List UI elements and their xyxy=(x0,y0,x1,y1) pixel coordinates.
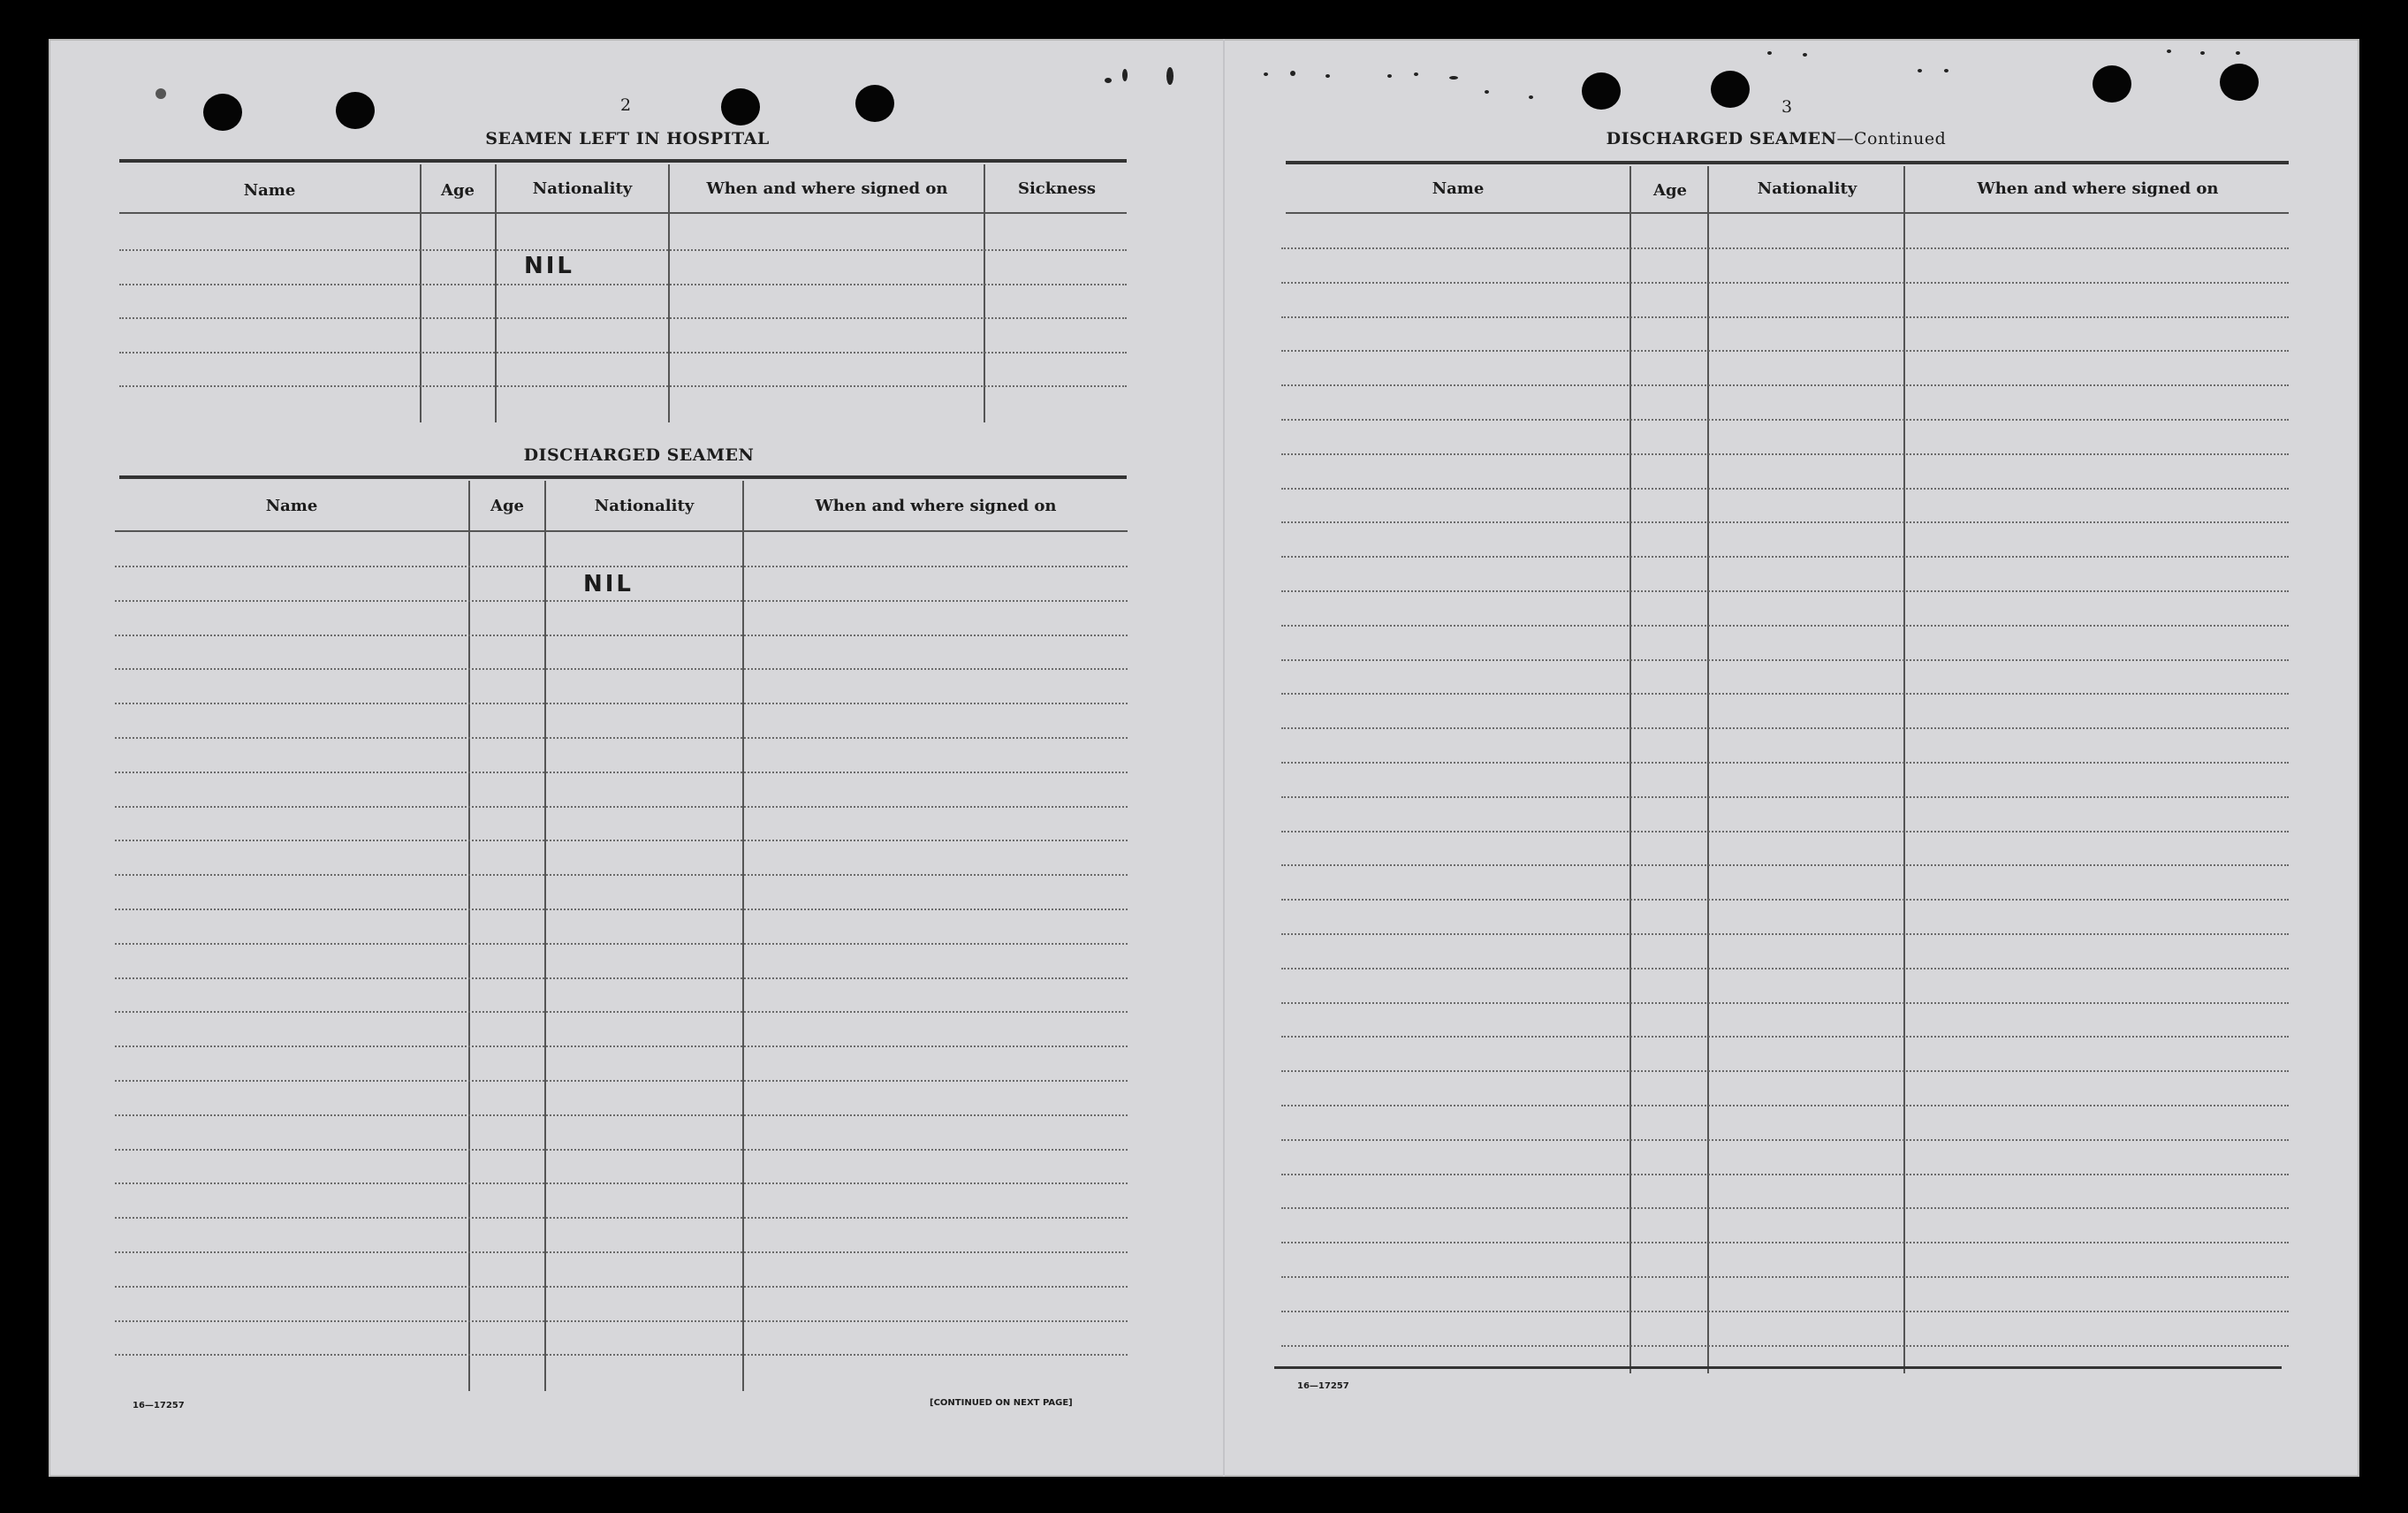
page-number-right: 3 xyxy=(1781,97,1793,117)
document-sheet xyxy=(49,39,2359,1477)
hospital-row-line xyxy=(119,249,1127,251)
scan-speck xyxy=(1166,67,1174,85)
discharged-col-divider xyxy=(742,481,744,1391)
discharged-row-line xyxy=(115,977,1128,979)
discharged-table-header-rule xyxy=(115,530,1128,532)
form-number-right: 16—17257 xyxy=(1297,1381,1349,1391)
hospital-section-title: SEAMEN LEFT IN HOSPITAL xyxy=(485,129,770,148)
continued-col-nationality: Nationality xyxy=(1757,179,1857,198)
scan-speck xyxy=(1529,95,1533,99)
continued-row-line xyxy=(1281,659,2289,661)
continued-row-line xyxy=(1281,693,2289,695)
hospital-col-divider xyxy=(420,164,422,422)
hospital-col-age: Age xyxy=(440,181,475,200)
discharged-col-name: Name xyxy=(265,497,318,515)
scan-speck xyxy=(2167,49,2171,53)
continued-row-line xyxy=(1281,762,2289,764)
scan-speck xyxy=(1449,76,1458,80)
scan-speck xyxy=(1414,72,1418,76)
continued-row-line xyxy=(1281,625,2289,627)
discharged-row-line xyxy=(115,737,1128,739)
continued-row-line xyxy=(1281,453,2289,455)
continued-row-line xyxy=(1281,1036,2289,1038)
discharged-continued-title xyxy=(1573,129,1979,148)
scan-speck xyxy=(1767,51,1772,55)
continued-row-line xyxy=(1281,727,2289,729)
continued-table-header-rule xyxy=(1286,212,2289,214)
continued-row-line xyxy=(1281,521,2289,523)
discharged-section-title: DISCHARGED SEAMEN xyxy=(523,445,755,465)
page-fold xyxy=(1223,39,1225,1477)
continued-row-line xyxy=(1281,1207,2289,1209)
discharged-row-line xyxy=(115,1045,1128,1047)
hospital-table-header-rule xyxy=(119,212,1127,214)
discharged-col-nationality: Nationality xyxy=(594,497,695,515)
continued-col-name: Name xyxy=(1432,179,1485,198)
discharged-row-line xyxy=(115,840,1128,841)
discharged-row-line xyxy=(115,635,1128,636)
hospital-col-nationality: Nationality xyxy=(532,179,633,198)
scan-speck xyxy=(1944,69,1948,72)
continued-row-line xyxy=(1281,1242,2289,1243)
scan-speck xyxy=(1387,74,1392,78)
continued-col-age: Age xyxy=(1652,181,1687,200)
scan-speck xyxy=(156,88,166,99)
discharged-row-line xyxy=(115,1080,1128,1082)
discharged-row-line xyxy=(115,1114,1128,1116)
discharged-col-age: Age xyxy=(490,497,524,515)
scan-speck xyxy=(1918,69,1922,72)
continued-row-line xyxy=(1281,1105,2289,1106)
punch-hole xyxy=(2093,65,2131,103)
continued-row-line xyxy=(1281,1070,2289,1072)
discharged-row-line xyxy=(115,772,1128,773)
continued-col-divider xyxy=(1707,166,1709,1373)
scan-speck xyxy=(1326,74,1330,78)
discharged-row-line xyxy=(115,1217,1128,1219)
discharged-row-line xyxy=(115,566,1128,567)
discharged-row-line xyxy=(115,1011,1128,1013)
continued-row-line xyxy=(1281,247,2289,249)
discharged-row-line xyxy=(115,874,1128,876)
discharged-row-line xyxy=(115,1251,1128,1253)
punch-hole xyxy=(336,92,375,129)
discharged-row-line xyxy=(115,600,1128,602)
continued-row-line xyxy=(1281,831,2289,833)
discharged-row-line xyxy=(115,806,1128,808)
hospital-col-name: Name xyxy=(243,181,296,200)
continued-row-line xyxy=(1281,590,2289,592)
continued-row-line xyxy=(1281,1276,2289,1278)
discharged-col-signed-on: When and where signed on xyxy=(815,497,1057,515)
continued-row-line xyxy=(1281,419,2289,421)
continued-row-line xyxy=(1281,282,2289,284)
hospital-table-top-rule xyxy=(119,159,1127,163)
discharged-row-line xyxy=(115,703,1128,704)
continued-table-top-rule xyxy=(1286,161,2289,164)
discharged-nil-entry: NIL xyxy=(583,571,634,597)
form-number-left: 16—17257 xyxy=(133,1401,185,1410)
discharged-continued-title-main: DISCHARGED SEAMEN xyxy=(1606,129,1837,148)
discharged-col-divider xyxy=(544,481,546,1391)
hospital-row-line xyxy=(119,385,1127,387)
continued-col-signed-on: When and where signed on xyxy=(1977,179,2219,198)
continued-row-line xyxy=(1281,899,2289,901)
scan-speck xyxy=(1290,71,1295,76)
scan-speck xyxy=(2236,51,2240,55)
punch-hole xyxy=(2220,64,2259,101)
continued-row-line xyxy=(1281,1139,2289,1141)
continued-row-line xyxy=(1281,968,2289,969)
continued-col-divider xyxy=(1903,166,1905,1373)
continued-note: [CONTINUED ON NEXT PAGE] xyxy=(930,1398,1073,1408)
continued-row-line xyxy=(1281,1002,2289,1004)
punch-hole xyxy=(203,94,242,131)
scan-speck xyxy=(1485,90,1489,94)
discharged-row-line xyxy=(115,909,1128,910)
hospital-col-divider xyxy=(668,164,670,422)
continued-row-line xyxy=(1281,796,2289,798)
continued-row-line xyxy=(1281,350,2289,352)
discharged-row-line xyxy=(115,1286,1128,1288)
continued-row-line xyxy=(1281,933,2289,935)
discharged-row-line xyxy=(115,1320,1128,1322)
continued-col-divider xyxy=(1629,166,1631,1373)
continued-table-bottom-rule xyxy=(1274,1366,2282,1369)
discharged-row-line xyxy=(115,943,1128,945)
page-number-left: 2 xyxy=(620,95,632,115)
punch-hole xyxy=(1711,71,1750,108)
hospital-col-sickness: Sickness xyxy=(1017,179,1097,198)
discharged-table-top-rule xyxy=(119,475,1127,479)
scan-speck xyxy=(1122,69,1128,81)
scan-speck xyxy=(2200,51,2205,55)
hospital-col-signed-on: When and where signed on xyxy=(706,179,948,198)
continued-row-line xyxy=(1281,1311,2289,1312)
discharged-row-line xyxy=(115,668,1128,670)
continued-row-line xyxy=(1281,488,2289,490)
punch-hole xyxy=(855,85,894,122)
discharged-row-line xyxy=(115,1182,1128,1184)
continued-row-line xyxy=(1281,316,2289,318)
discharged-row-line xyxy=(115,1149,1128,1151)
continued-row-line xyxy=(1281,1174,2289,1175)
hospital-row-line xyxy=(119,284,1127,285)
continued-row-line xyxy=(1281,1345,2289,1347)
scan-speck xyxy=(1105,78,1112,83)
discharged-continued-suffix: —Continued xyxy=(1836,129,1947,148)
continued-row-line xyxy=(1281,556,2289,558)
continued-row-line xyxy=(1281,384,2289,386)
hospital-nil-entry: NIL xyxy=(524,253,575,279)
scan-speck xyxy=(1264,72,1268,76)
hospital-row-line xyxy=(119,352,1127,354)
discharged-col-divider xyxy=(468,481,470,1391)
punch-hole xyxy=(721,88,760,125)
discharged-row-line xyxy=(115,1354,1128,1356)
hospital-col-divider xyxy=(495,164,497,422)
continued-row-line xyxy=(1281,864,2289,866)
scan-speck xyxy=(1803,53,1807,57)
punch-hole xyxy=(1582,72,1621,110)
hospital-row-line xyxy=(119,317,1127,319)
hospital-col-divider xyxy=(984,164,985,422)
